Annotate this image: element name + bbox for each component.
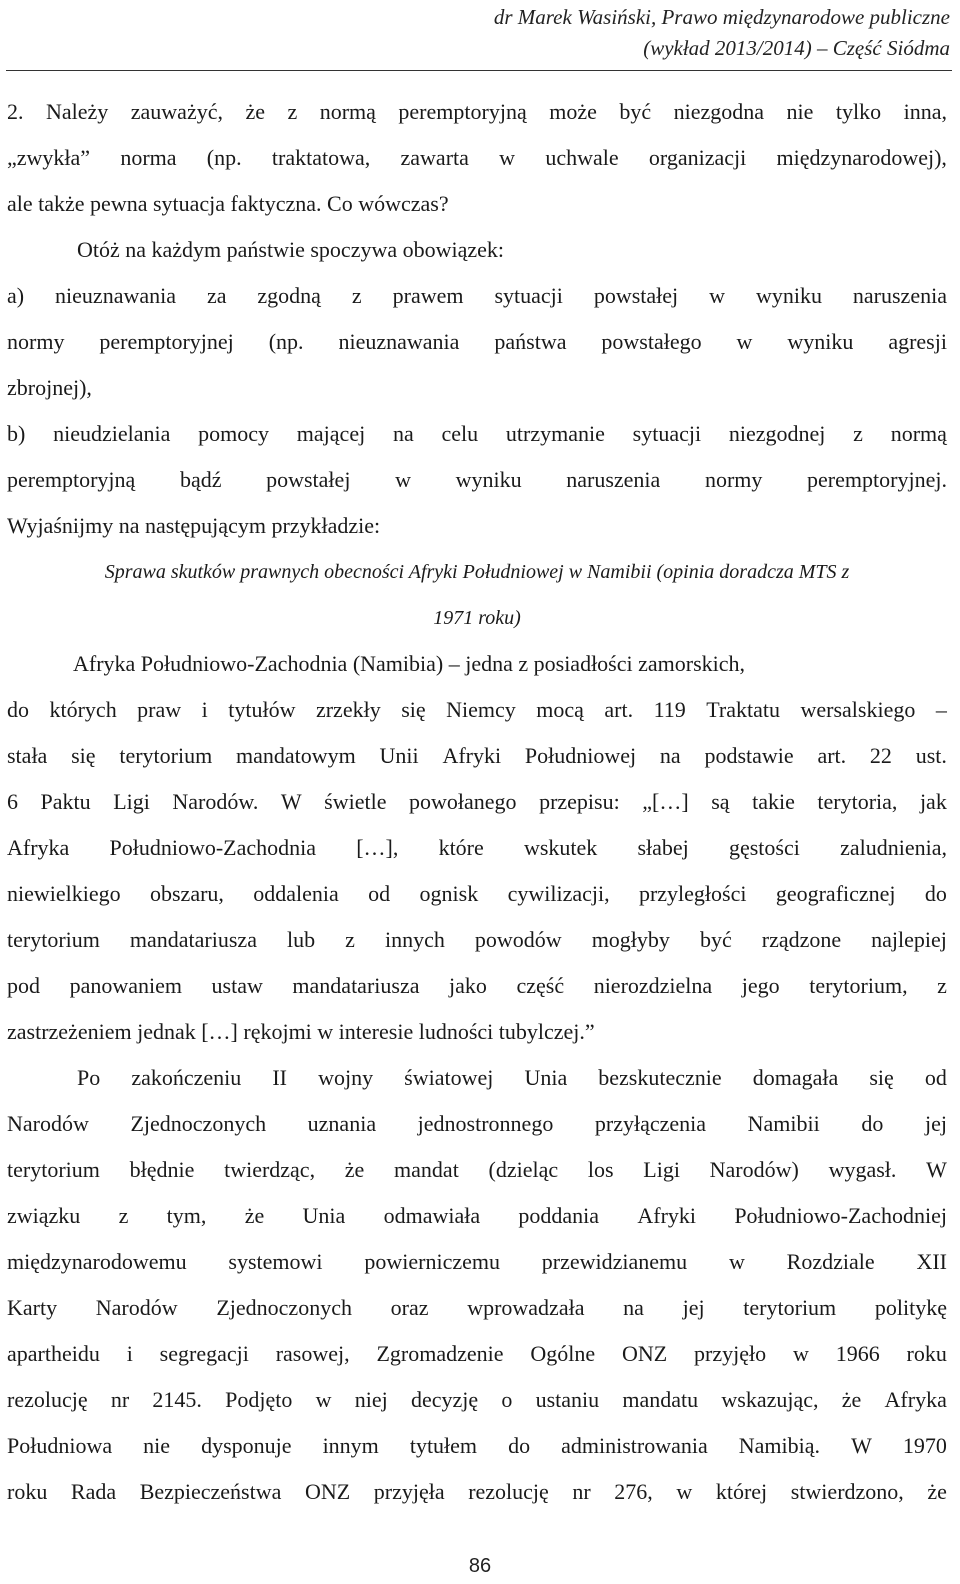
page-number: 86 (468, 1555, 492, 1577)
text-line: peremptoryjną bądź powstałej w wyniku naruszenia normy peremptoryjnej. (7, 467, 947, 492)
text-line: niewielkiego obszaru, oddalenia od ognisk cywilizacji, przyległości geograficznej do (7, 881, 947, 906)
header-lecture-part: (wykład 2013/2014) – Część Siódma (643, 36, 950, 60)
text-line: terytorium mandatariusza lub z innych powodów mogłyby być rządzone najlepiej (7, 927, 947, 952)
text-line: do których praw i tytułów zrzekły się Niemcy mocą art. 119 Traktatu wersalskiego – (7, 697, 947, 722)
text-line: Wyjaśnijmy na następującym przykładzie: (7, 513, 381, 538)
running-header (494, 2, 950, 64)
text-line: rezolucję nr 2145. Podjęto w niej decyzję o ustaniu mandatu wskazując, że Afryka (7, 1387, 947, 1412)
text-line: pod panowaniem ustaw mandatariusza jako część nierozdzielna jego terytorium, z (7, 973, 947, 998)
text-line: Po zakończeniu II wojny światowej Unia bezskutecznie domagała się od (77, 1065, 947, 1090)
paragraph-post-war (7, 1055, 947, 1515)
text-line: ale także pewna sytuacja faktyczna. Co wówczas? (7, 191, 449, 216)
text-line: b) nieudzielania pomocy mającej na celu utrzymanie sytuacji niezgodnej z normą (7, 421, 947, 446)
text-line: terytorium błędnie twierdząc, że mandat (dzieląc los Ligi Narodów) wygasł. W (7, 1157, 947, 1182)
paragraph-namibia-mandate (7, 641, 947, 1055)
text-line: międzynarodowemu systemowi powierniczemu przewidzianemu w Rozdziale XII (7, 1249, 947, 1274)
case-title-line: Sprawa skutków prawnych obecności Afryki Południowej w Namibii (opinia doradcza MTS z (104, 561, 850, 583)
text-line: a) nieuznawania za zgodną z prawem sytuacji powstałej w wyniku naruszenia (7, 283, 947, 308)
case-title (7, 549, 947, 641)
page-body (7, 89, 947, 1515)
text-line: Afryka Południowo-Zachodnia (Namibia) – jedna z posiadłości zamorskich, (73, 651, 746, 676)
text-line: apartheidu i segregacji rasowej, Zgromadzenie Ogólne ONZ przyjęło w 1966 roku (7, 1341, 947, 1366)
text-line: zbrojnej), (7, 375, 92, 400)
header-divider (6, 70, 952, 71)
text-line: Narodów Zjednoczonych uznania jednostronnego przyłączenia Namibii do jej (7, 1111, 947, 1136)
text-line: „zwykła” norma (np. traktatowa, zawarta w uchwale organizacji międzynarodowej), (7, 145, 947, 170)
case-title-line: 1971 roku) (433, 607, 521, 629)
text-line: 6 Paktu Ligi Narodów. W świetle powołanego przepisu: „[…] są takie terytoria, jak (7, 789, 947, 814)
text-line: stała się terytorium mandatowym Unii Afryki Południowej na podstawie art. 22 ust. (7, 743, 947, 768)
text-line: normy peremptoryjnej (np. nieuznawania państwa powstałego w wyniku agresji (7, 329, 947, 354)
text-line: związku z tym, że Unia odmawiała poddania Afryki Południowo-Zachodniej (7, 1203, 947, 1228)
text-line: zastrzeżeniem jednak […] rękojmi w interesie ludności tubylczej.” (7, 1019, 595, 1044)
section-2 (7, 89, 947, 549)
text-line: 2. Należy zauważyć, że z normą peremptoryjną może być niezgodna nie tylko inna, (7, 99, 947, 124)
text-line: Afryka Południowo-Zachodnia […], które wskutek słabej gęstości zaludnienia, (7, 835, 947, 860)
header-author-title: dr Marek Wasiński, Prawo międzynarodowe publiczne (493, 5, 950, 29)
text-line: Karty Narodów Zjednoczonych oraz wprowadzała na jej terytorium politykę (7, 1295, 947, 1320)
text-line: Otóż na każdym państwie spoczywa obowiązek: (77, 237, 505, 262)
text-line: Południowa nie dysponuje innym tytułem do administrowania Namibią. W 1970 (7, 1433, 947, 1458)
text-line: roku Rada Bezpieczeństwa ONZ przyjęła rezolucję nr 276, w której stwierdzono, że (7, 1479, 947, 1504)
